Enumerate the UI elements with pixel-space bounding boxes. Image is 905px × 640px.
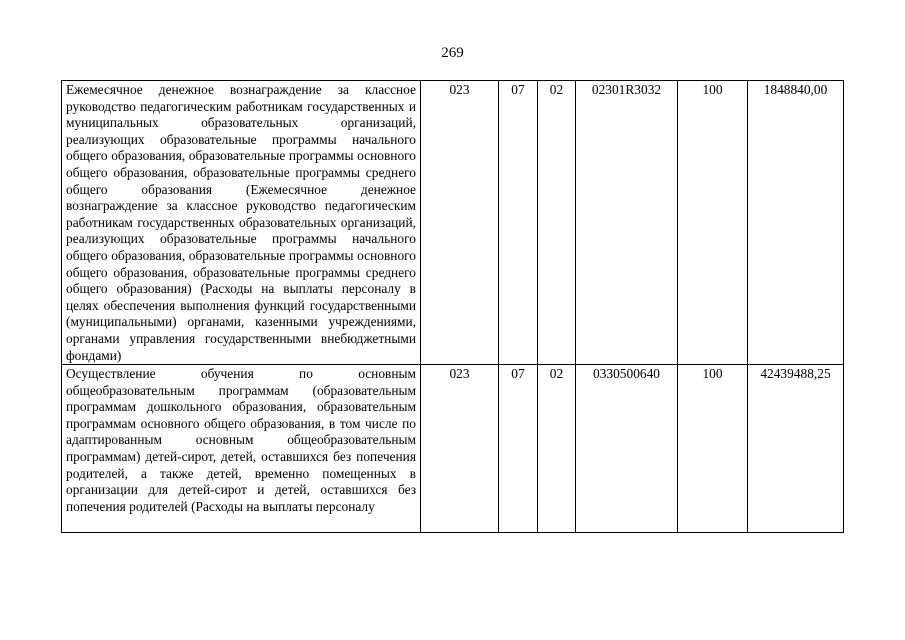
row-description: Осуществление обучения по основным общеобразовательным программам (образовательным программам дошкольного образования, образовательным программам основного общего образования, в том числе по адаптированным основным общеобразовательным программам) детей-сирот, детей, оставшихся без попечения родителей, а также детей, временно помещенных в организации для детей-сирот и детей, оставшихся без попечения родителей (Расходы на выплаты персоналу [62,365,421,533]
budget-table [61,80,844,533]
ministry-code: 023 [421,365,499,533]
expense-type-code: 100 [678,365,748,533]
table-row [62,365,844,533]
expense-type-code: 100 [678,81,748,365]
section-code: 07 [499,365,538,533]
page-number: 269 [441,45,464,61]
subsection-code: 02 [538,365,576,533]
section-code: 07 [499,81,538,365]
ministry-code: 023 [421,81,499,365]
table-row [62,81,844,365]
target-article-code: 0330500640 [576,365,678,533]
subsection-code: 02 [538,81,576,365]
amount-value: 42439488,25 [748,365,844,533]
row-description: Ежемесячное денежное вознаграждение за классное руководство педагогическим работникам государственных и муниципальных образовательных организаций, реализующих образовательные программы начального общего образования, образовательные программы основного общего образования, образовательные программы среднего общего образования (Ежемесячное денежное вознаграждение за классное руководство педагогическим работникам государственных образовательных организаций, реализующих образовательные программы начального общего образования, образовательные программы основного общего образования, образовательные программы среднего общего образования) (Расходы на выплаты персоналу в целях обеспечения выполнения функций государственными (муниципальными) органами, казенными учреждениями, органами управления государственными внебюджетными фондами) [62,81,421,365]
target-article-code: 02301R3032 [576,81,678,365]
amount-value: 1848840,00 [748,81,844,365]
